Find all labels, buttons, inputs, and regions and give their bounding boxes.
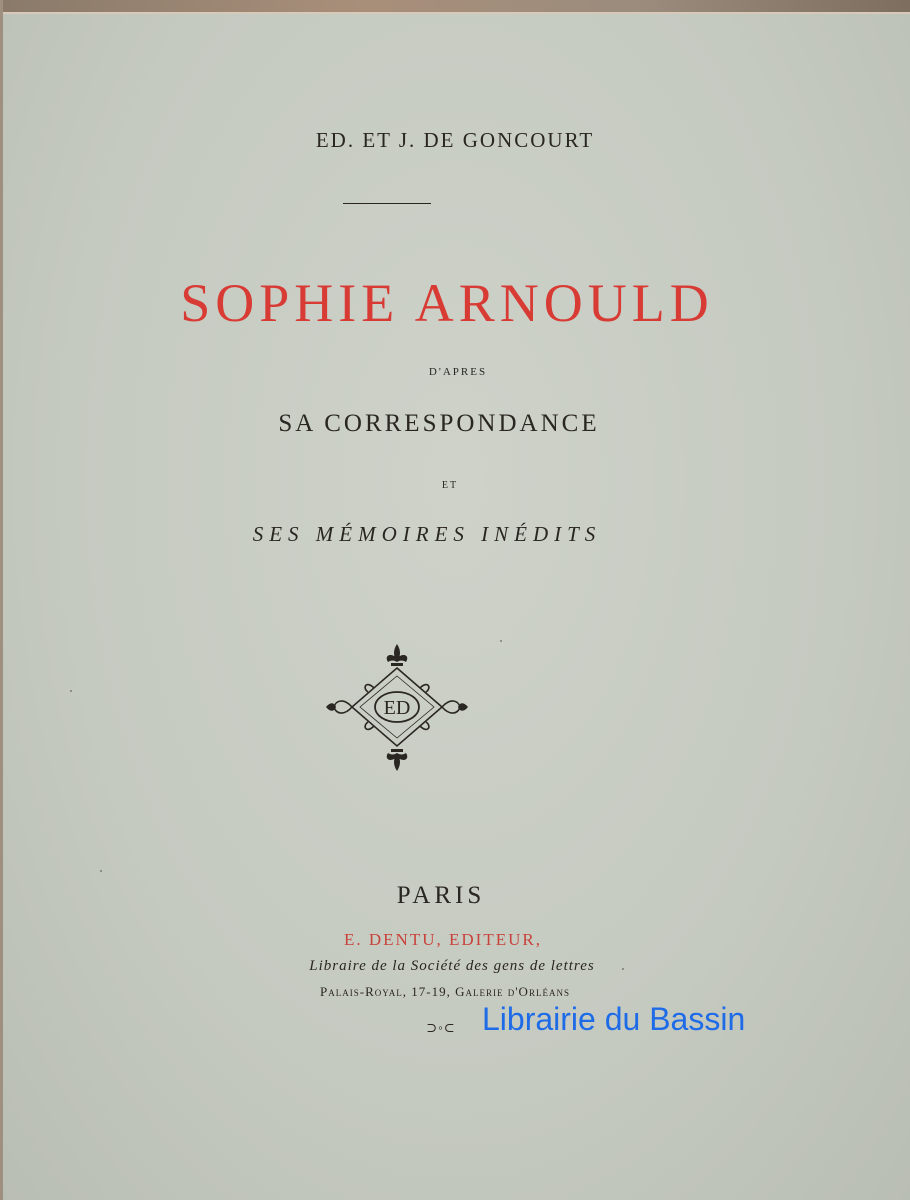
city: PARIS — [396, 882, 486, 909]
ornament: ⊃◦⊂ — [426, 1020, 456, 1035]
monogram-text: ED — [383, 697, 411, 719]
authors: ED. ET J. DE GONCOURT — [315, 128, 595, 152]
book-title: SOPHIE ARNOULD — [180, 273, 714, 333]
publisher-description: Libraire de la Société des gens de lettres — [309, 958, 595, 974]
paper-speck — [622, 968, 624, 970]
paper-speck — [100, 870, 102, 872]
paper-speck — [70, 690, 72, 692]
paper-speck — [500, 640, 502, 642]
publisher-address: Palais-Royal, 17-19, Galerie d'Orléans — [320, 984, 570, 999]
divider-rule — [343, 203, 431, 204]
subtitle-memoirs: SES MÉMOIRES INÉDITS — [252, 522, 602, 546]
publisher: E. DENTU, EDITEUR, — [344, 930, 542, 949]
dapres-label: D'APRES — [428, 366, 488, 378]
ed-monogram-emblem — [322, 640, 472, 775]
subtitle-correspondance: SA CORRESPONDANCE — [278, 410, 600, 437]
binding-edge — [0, 0, 910, 14]
et-label: ET — [441, 480, 459, 491]
watermark: Librairie du Bassin — [482, 1001, 746, 1037]
